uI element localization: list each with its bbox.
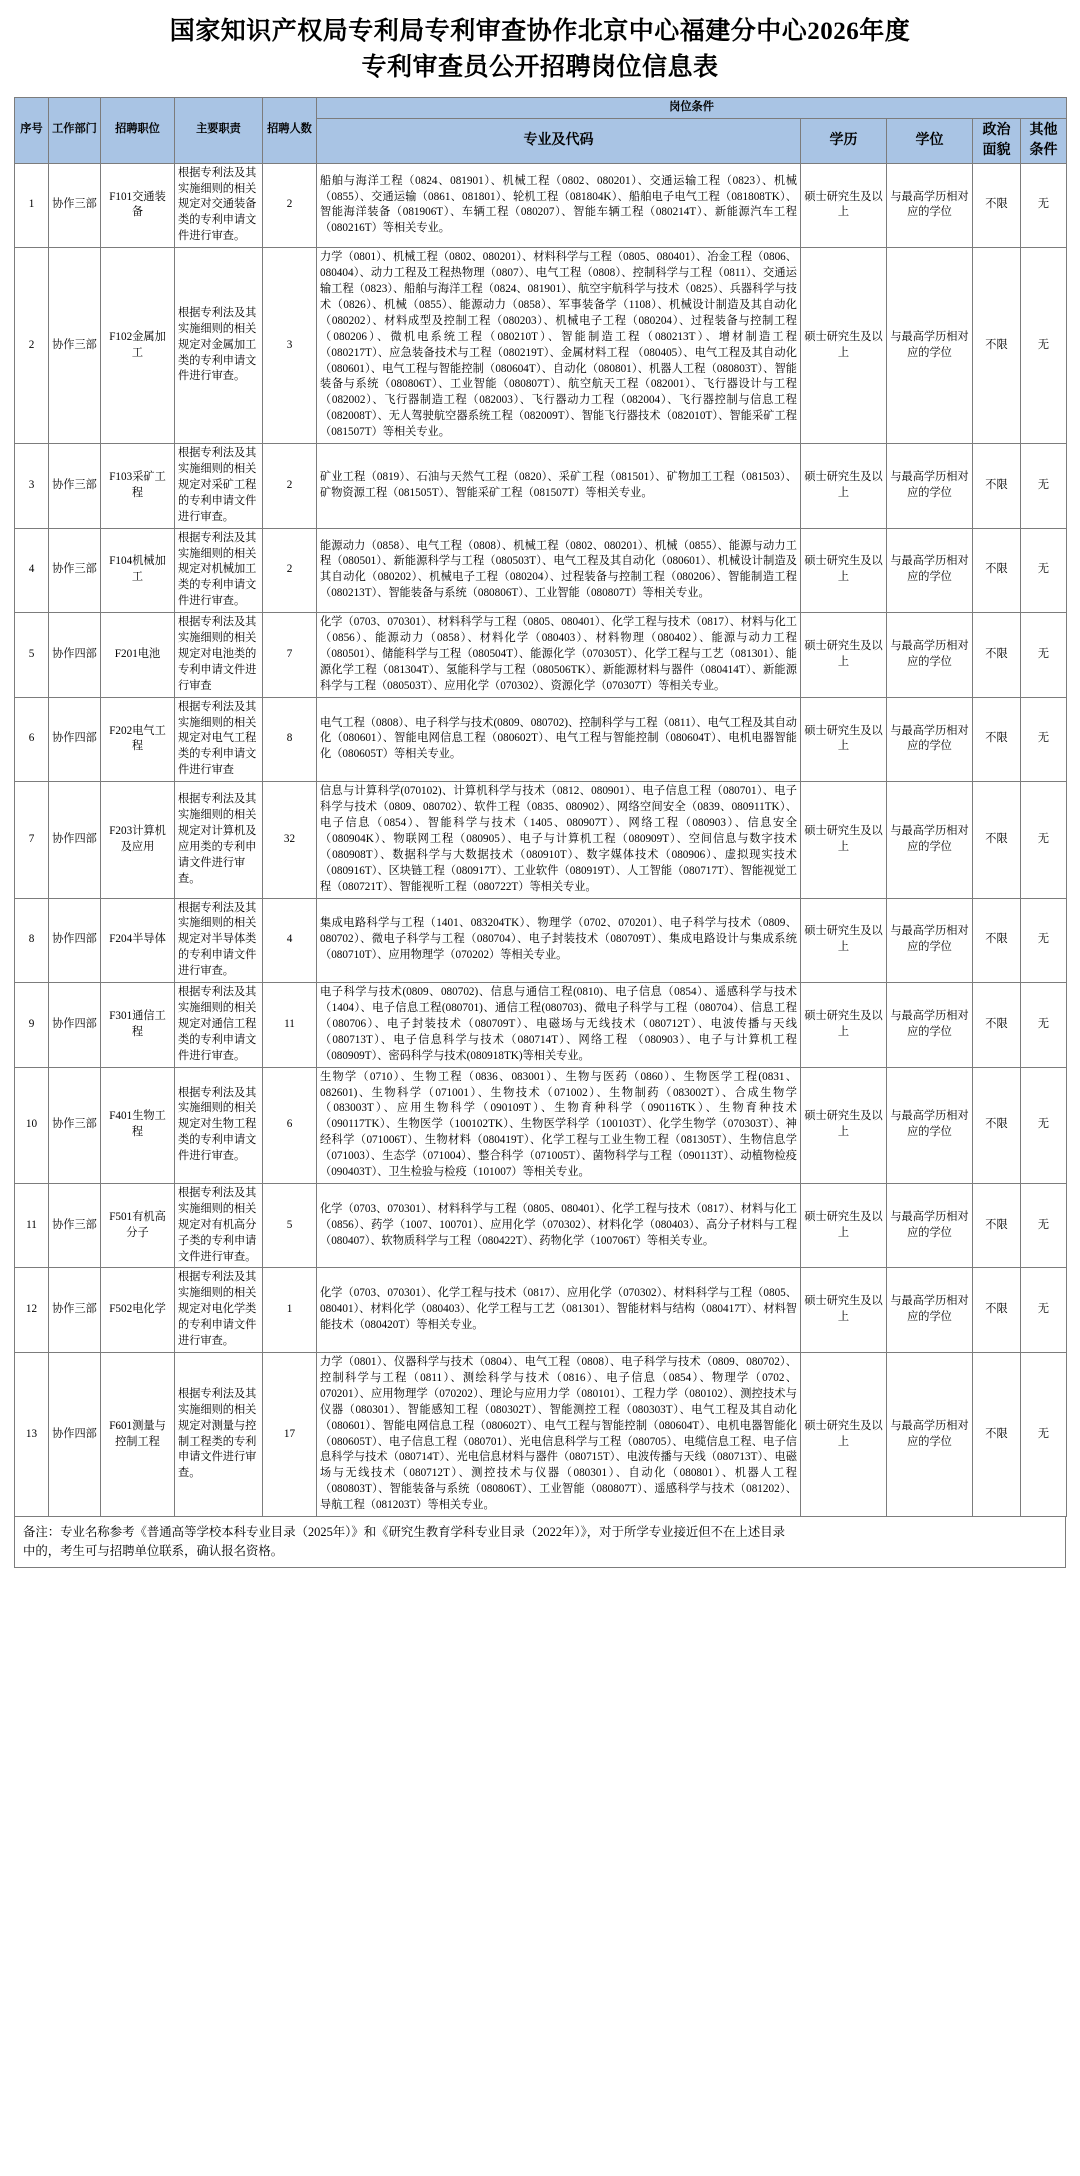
cell-education: 硕士研究生及以上 [801,248,887,444]
header-politics: 政治面貌 [973,118,1021,163]
cell-dept: 协作四部 [49,983,101,1068]
header-condition-group: 岗位条件 [317,98,1067,119]
recruitment-table [14,97,1067,1517]
cell-degree: 与最高学历相对应的学位 [887,983,973,1068]
cell-major: 矿业工程（0819）、石油与天然气工程（0820）、采矿工程（081501）、矿物加工工程（081503）、矿物资源工程（081505T）、智能采矿工程（081507T）等相关专业。 [317,444,801,529]
cell-post: F202电气工程 [101,697,175,782]
cell-post: F201电池 [101,613,175,698]
cell-duty: 根据专利法及其实施细则的相关规定对半导体类的专利申请文件进行审查。 [175,898,263,983]
cell-num: 1 [263,1268,317,1353]
cell-dept: 协作三部 [49,1183,101,1268]
footer-note-line-1: 备注：专业名称参考《普通高等学校本科专业目录（2025年）》和《研究生教育学科专业目录（2022年）》，对于所学专业接近但不在上述目录 [23,1525,786,1540]
cell-dept: 协作四部 [49,613,101,698]
cell-politics: 不限 [973,1268,1021,1353]
page-title-line-2: 专利审查员公开招聘岗位信息表 [361,53,719,81]
cell-dept: 协作三部 [49,163,101,248]
cell-degree: 与最高学历相对应的学位 [887,1353,973,1517]
cell-education: 硕士研究生及以上 [801,613,887,698]
cell-dept: 协作四部 [49,1353,101,1517]
cell-no: 4 [15,528,49,613]
cell-no: 13 [15,1353,49,1517]
cell-other: 无 [1021,1067,1067,1183]
cell-num: 11 [263,983,317,1068]
table-row [15,528,1067,613]
cell-other: 无 [1021,697,1067,782]
cell-major: 力学（0801）、仪器科学与技术（0804）、电气工程（0808）、电子科学与技术（0809、080702）、控制科学与工程（0811）、测绘科学与技术（0816）、电子信息（0854）、物理学（0702、070201）、应用物理学（070202）、理论与应用力学（080101）、工程力学（080102）、测控技术与仪器（080301）、智能感知工程（080302T）、智能测控工程（080303T）、电气工程及其自动化（080601）、智能电网信息工程（080602T）、电气工程与智能控制（080604T）、电机电器智能化（080605T）、电子信息工程（080701）、光电信息科学与工程（080705）、电缆信息工程、电子信息科学与技术（080714T）、光电信息材料与器件（080715T）、电波传播与天线（080713T）、电磁场与无线技术（080712T）、测控技术与仪器（080301）、自动化（080801）、机器人工程（080803T）、智能装备与系统（080806T）、工业智能（080807T）、遥感科学与技术（081202）、导航工程（081203T）等相关专业。 [317,1353,801,1517]
table-row [15,697,1067,782]
cell-dept: 协作三部 [49,1067,101,1183]
cell-education: 硕士研究生及以上 [801,898,887,983]
cell-no: 11 [15,1183,49,1268]
cell-post: F301通信工程 [101,983,175,1068]
cell-duty: 根据专利法及其实施细则的相关规定对电池类的专利申请文件进行审查 [175,613,263,698]
cell-dept: 协作四部 [49,697,101,782]
header-degree: 学位 [887,118,973,163]
cell-duty: 根据专利法及其实施细则的相关规定对机械加工类的专利申请文件进行审查。 [175,528,263,613]
cell-other: 无 [1021,1353,1067,1517]
cell-num: 7 [263,613,317,698]
cell-post: F204半导体 [101,898,175,983]
cell-no: 6 [15,697,49,782]
cell-no: 7 [15,782,49,898]
cell-education: 硕士研究生及以上 [801,1353,887,1517]
cell-dept: 协作四部 [49,898,101,983]
header-num: 招聘人数 [263,98,317,164]
cell-politics: 不限 [973,782,1021,898]
cell-duty: 根据专利法及其实施细则的相关规定对生物工程类的专利申请文件进行审查。 [175,1067,263,1183]
table-row [15,444,1067,529]
cell-num: 8 [263,697,317,782]
cell-politics: 不限 [973,1353,1021,1517]
cell-politics: 不限 [973,697,1021,782]
cell-other: 无 [1021,163,1067,248]
cell-major: 信息与计算科学(070102)、计算机科学与技术（0812、080901）、电子信息工程（080701）、电子科学与技术（0809、080702）、软件工程（0835、080902）、网络空间安全（0839、080911TK）、电子信息（0854）、智能科学与技术（1405、080907T）、网络工程（080903）、信息安全（080904K）、物联网工程（080905）、电子与计算机工程（080909T）、空间信息与数字技术（080908T）、数据科学与大数据技术（080910T）、数字媒体技术（080906）、虚拟现实技术（080916T）、区块链工程（080917T）、工业软件（080919T）、人工智能（080717T）、智能视觉工程（080721T）、智能视听工程（080722T）等相关专业。 [317,782,801,898]
table-row [15,1268,1067,1353]
cell-major: 电气工程（0808）、电子科学与技术(0809、080702)、控制科学与工程（0811）、电气工程及其自动化（080601）、智能电网信息工程（080602T）、电气工程与智能控制（080604T）、电机电器智能化（080605T）等相关专业。 [317,697,801,782]
header-other: 其他条件 [1021,118,1067,163]
cell-num: 2 [263,444,317,529]
cell-no: 12 [15,1268,49,1353]
cell-duty: 根据专利法及其实施细则的相关规定对电气工程类的专利申请文件进行审查 [175,697,263,782]
cell-education: 硕士研究生及以上 [801,528,887,613]
table-row [15,1183,1067,1268]
cell-politics: 不限 [973,613,1021,698]
cell-other: 无 [1021,248,1067,444]
table-row [15,613,1067,698]
table-header [15,98,1067,164]
header-education: 学历 [801,118,887,163]
cell-other: 无 [1021,444,1067,529]
table-body [15,163,1067,1516]
cell-education: 硕士研究生及以上 [801,163,887,248]
cell-politics: 不限 [973,444,1021,529]
table-row [15,983,1067,1068]
cell-post: F601测量与控制工程 [101,1353,175,1517]
cell-no: 5 [15,613,49,698]
cell-no: 8 [15,898,49,983]
cell-num: 17 [263,1353,317,1517]
cell-major: 电子科学与技术(0809、080702)、信息与通信工程(0810)、电子信息（0854）、遥感科学与技术（1404）、电子信息工程(080701)、通信工程(080703)、微电子科学与工程（080704）、信息工程（080706）、电子封装技术（080709T）、电磁场与无线技术（080712T）、电波传播与天线（080713T）、电子信息科学与技术（080714T）、网络工程 （080903）、电子与计算机工程（080909T）、密码科学与技术(080918TK)等相关专业。 [317,983,801,1068]
cell-other: 无 [1021,528,1067,613]
cell-duty: 根据专利法及其实施细则的相关规定对通信工程类的专利申请文件进行审查。 [175,983,263,1068]
cell-politics: 不限 [973,983,1021,1068]
cell-dept: 协作三部 [49,444,101,529]
footer-note [14,1517,1066,1568]
cell-num: 5 [263,1183,317,1268]
cell-politics: 不限 [973,248,1021,444]
cell-no: 10 [15,1067,49,1183]
cell-dept: 协作三部 [49,1268,101,1353]
cell-education: 硕士研究生及以上 [801,983,887,1068]
header-dept: 工作部门 [49,98,101,164]
cell-no: 9 [15,983,49,1068]
cell-degree: 与最高学历相对应的学位 [887,697,973,782]
cell-degree: 与最高学历相对应的学位 [887,1067,973,1183]
header-no: 序号 [15,98,49,164]
header-post: 招聘职位 [101,98,175,164]
cell-education: 硕士研究生及以上 [801,697,887,782]
cell-post: F501有机高分子 [101,1183,175,1268]
cell-politics: 不限 [973,1067,1021,1183]
cell-post: F101交通装备 [101,163,175,248]
cell-politics: 不限 [973,1183,1021,1268]
cell-other: 无 [1021,898,1067,983]
cell-degree: 与最高学历相对应的学位 [887,163,973,248]
cell-other: 无 [1021,782,1067,898]
cell-num: 2 [263,528,317,613]
cell-dept: 协作四部 [49,782,101,898]
cell-post: F502电化学 [101,1268,175,1353]
table-row [15,248,1067,444]
cell-education: 硕士研究生及以上 [801,444,887,529]
cell-duty: 根据专利法及其实施细则的相关规定对测量与控制工程类的专利申请文件进行审查。 [175,1353,263,1517]
cell-duty: 根据专利法及其实施细则的相关规定对采矿工程的专利申请文件进行审查。 [175,444,263,529]
cell-no: 1 [15,163,49,248]
cell-major: 船舶与海洋工程（0824、081901）、机械工程（0802、080201）、交通运输工程（0823）、机械（0855）、交通运输（0861、081801）、轮机工程（081804K）、船舶电子电气工程（081808TK）、智能海洋装备（081906T）、车辆工程（080207）、智能车辆工程（080214T）、新能源汽车工程（080216T）等相关专业。 [317,163,801,248]
cell-major: 化学（0703、070301）、化学工程与技术（0817）、应用化学（070302）、材料科学与工程（0805、080401）、材料化学（080403）、化学工程与工艺（081301）、智能材料与结构（080417T）、材料智能技术（080420T）等相关专业。 [317,1268,801,1353]
cell-num: 3 [263,248,317,444]
cell-other: 无 [1021,1183,1067,1268]
cell-degree: 与最高学历相对应的学位 [887,1268,973,1353]
cell-duty: 根据专利法及其实施细则的相关规定对金属加工类的专利申请文件进行审查。 [175,248,263,444]
cell-major: 能源动力（0858）、电气工程（0808）、机械工程（0802、080201）、机械（0855）、能源与动力工程（080501）、新能源科学与工程（080503T）、电气工程及其自动化（080601）、机械设计制造及其自动化（080202）、机械电子工程（080204）、过程装备与控制工程（080206）、智能制造工程（080213T）、智能装备与系统（080806T）、工业智能（080807T）等相关专业。 [317,528,801,613]
cell-major: 化学（0703、070301）、材料科学与工程（0805、080401）、化学工程与技术（0817）、材料与化工（0856）、药学（1007、100701）、应用化学（070302）、材料化学（080403）、高分子材料与工程（080407）、软物质科学与工程（080422T）、药物化学（100706T）等相关专业。 [317,1183,801,1268]
cell-post: F401生物工程 [101,1067,175,1183]
page-title [14,0,1066,97]
cell-degree: 与最高学历相对应的学位 [887,248,973,444]
cell-no: 2 [15,248,49,444]
cell-no: 3 [15,444,49,529]
table-row [15,1067,1067,1183]
cell-num: 6 [263,1067,317,1183]
cell-duty: 根据专利法及其实施细则的相关规定对电化学类的专利申请文件进行审查。 [175,1268,263,1353]
cell-degree: 与最高学历相对应的学位 [887,898,973,983]
cell-degree: 与最高学历相对应的学位 [887,613,973,698]
cell-post: F203计算机及应用 [101,782,175,898]
cell-duty: 根据专利法及其实施细则的相关规定对计算机及应用类的专利申请文件进行审查。 [175,782,263,898]
table-row [15,898,1067,983]
cell-num: 32 [263,782,317,898]
cell-education: 硕士研究生及以上 [801,1067,887,1183]
cell-duty: 根据专利法及其实施细则的相关规定对有机高分子类的专利申请文件进行审查。 [175,1183,263,1268]
cell-post: F104机械加工 [101,528,175,613]
cell-education: 硕士研究生及以上 [801,782,887,898]
cell-major: 生物学（0710）、生物工程（0836、083001）、生物与医药（0860）、生物医学工程(0831、082601)、生物科学（071001）、生物技术（071002）、生物制药（083002T）、合成生物学（083003T）、应用生物科学（090109T）、生物育种科学（090116TK）、生物育种技术（090117TK）、生物医学（100102TK）、生物医学科学（100103T）、化学生物学（070303T）、神经科学（071006T）、生物材料（080419T）、化学工程与工业生物工程（081305T）、生物信息学（071003）、生态学（071004）、整合科学（071005T）、菌物科学与工程（090113T）、动植物检疫（090403T）、卫生检验与检疫（101007）等相关专业。 [317,1067,801,1183]
table-header-row-1 [15,98,1067,119]
cell-education: 硕士研究生及以上 [801,1183,887,1268]
cell-degree: 与最高学历相对应的学位 [887,782,973,898]
table-row [15,782,1067,898]
page-title-line-1: 国家知识产权局专利局专利审查协作北京中心福建分中心2026年度 [169,18,911,45]
cell-post: F103采矿工程 [101,444,175,529]
cell-major: 化学（0703、070301）、材料科学与工程（0805、080401）、化学工程与技术（0817）、材料与化工（0856）、能源动力（0858）、材料化学（080403）、材料物理（080402）、能源与动力工程（080501）、储能科学与工程（080504T）、能源化学（070305T）、化学工程与工艺（081301）、能源化学工程（081304T）、氢能科学与工程（080506TK）、新能源材料与器件（080414T）、新能源科学与工程（080503T）、应用化学（070302）、资源化学（070307T）等相关专业。 [317,613,801,698]
cell-num: 2 [263,163,317,248]
cell-politics: 不限 [973,898,1021,983]
cell-degree: 与最高学历相对应的学位 [887,528,973,613]
cell-other: 无 [1021,983,1067,1068]
cell-dept: 协作三部 [49,248,101,444]
cell-other: 无 [1021,613,1067,698]
header-major: 专业及代码 [317,118,801,163]
table-row [15,163,1067,248]
cell-major: 力学（0801）、机械工程（0802、080201）、材料科学与工程（0805、080401）、冶金工程（0806、080404）、动力工程及工程热物理（0807）、电气工程（0808）、控制科学与工程（0811）、交通运输工程（0823）、船舶与海洋工程（0824、081901）、航空宇航科学与技术（0825）、兵器科学与技术（0826）、机械（0855）、能源动力（0858）、军事装备学（1108）、机械设计制造及其自动化（080202）、材料成型及控制工程（080203）、机械电子工程（080204）、过程装备与控制工程（080206）、微机电系统工程（080210T）、智能制造工程（080213T）、增材制造工程（080217T）、应急装备技术与工程（080219T）、金属材料工程 （080405）、电气工程及其自动化（080601）、电气工程与智能控制（080604T）、自动化（080801）、机器人工程（080803T）、智能装备与系统（080806T）、工业智能（080807T）、航空航天工程（082001）、飞行器设计与工程（082002）、飞行器制造工程（082003）、飞行器动力工程（082004）、飞行器控制与信息工程（082008T）、无人驾驶航空器系统工程（082009T）、智能飞行器技术（082010T）、智能采矿工程（081507T）等相关专业。 [317,248,801,444]
cell-politics: 不限 [973,528,1021,613]
cell-education: 硕士研究生及以上 [801,1268,887,1353]
cell-dept: 协作三部 [49,528,101,613]
cell-degree: 与最高学历相对应的学位 [887,444,973,529]
cell-major: 集成电路科学与工程（1401、083204TK）、物理学（0702、070201）、电子科学与技术（0809、080702）、微电子科学与工程（080704）、电子封装技术（080709T）、集成电路设计与集成系统（080710T）、应用物理学（070202）等相关专业。 [317,898,801,983]
cell-post: F102金属加工 [101,248,175,444]
table-row [15,1353,1067,1517]
cell-politics: 不限 [973,163,1021,248]
cell-num: 4 [263,898,317,983]
header-duty: 主要职责 [175,98,263,164]
cell-degree: 与最高学历相对应的学位 [887,1183,973,1268]
cell-duty: 根据专利法及其实施细则的相关规定对交通装备类的专利申请文件进行审查。 [175,163,263,248]
cell-other: 无 [1021,1268,1067,1353]
footer-note-line-2: 中的，考生可与招聘单位联系，确认报名资格。 [23,1543,284,1558]
